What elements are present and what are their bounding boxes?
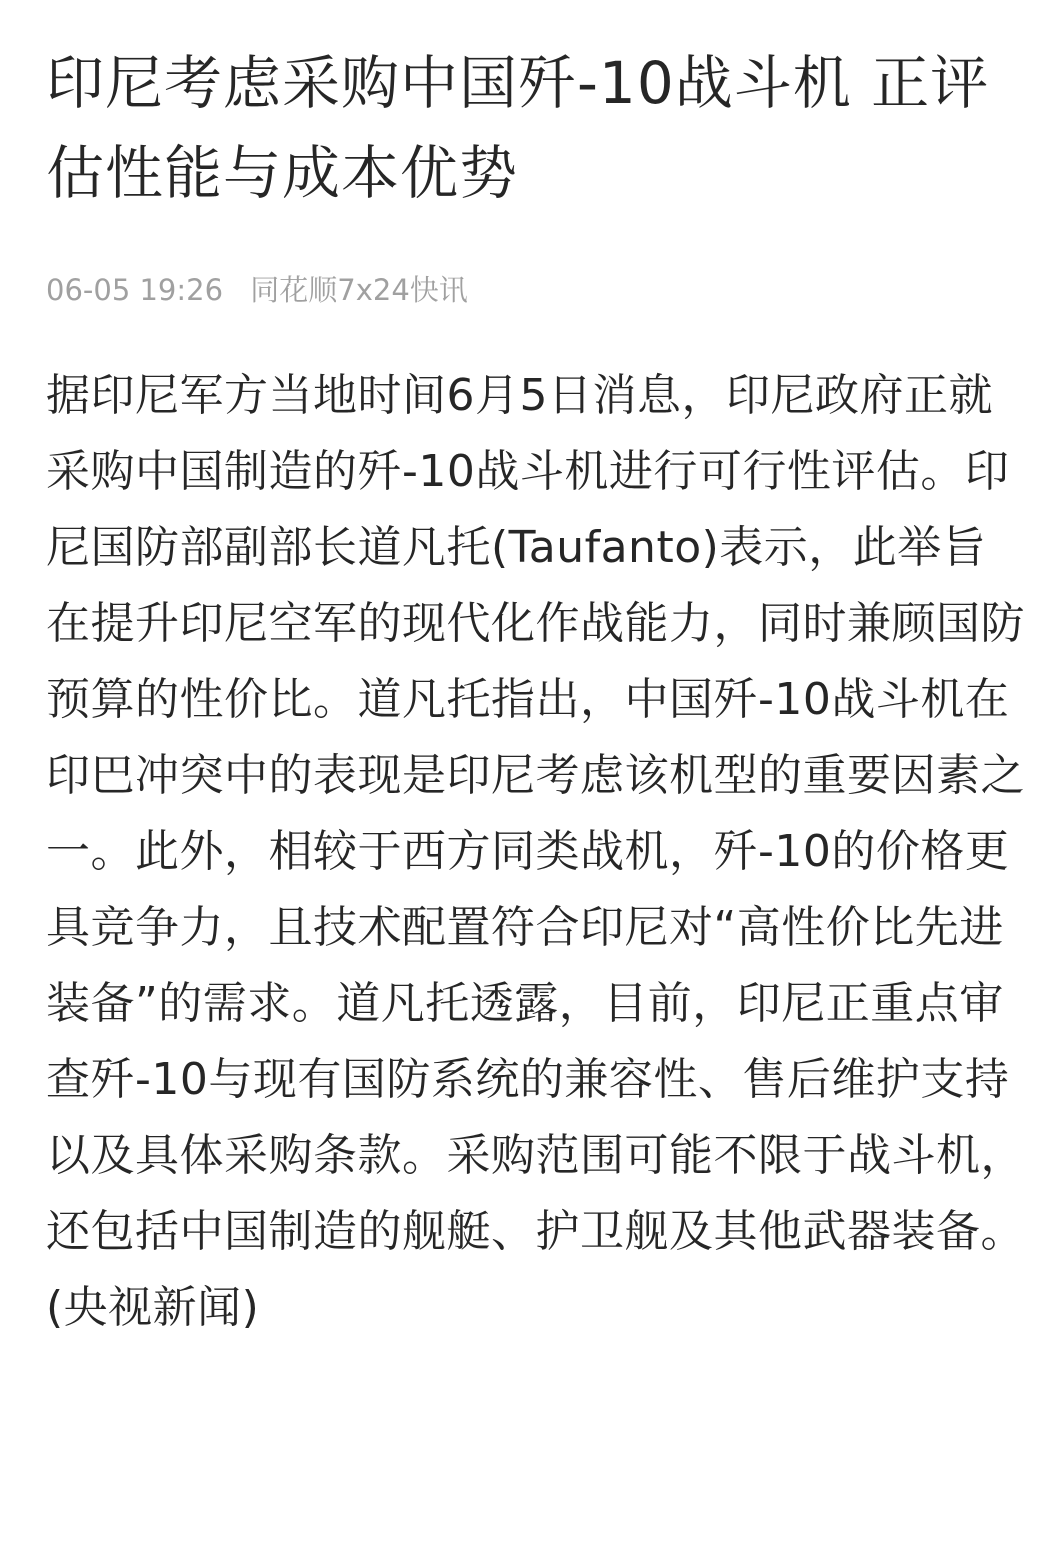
article bbox=[46, 38, 1026, 1346]
news-source[interactable]: 同花顺7x24快讯 bbox=[250, 273, 468, 307]
article-title: 印尼考虑采购中国歼-10战斗机 正评估性能与成本优势 bbox=[46, 49, 990, 207]
article-meta bbox=[46, 270, 1026, 310]
publish-time: 06-05 19:26 bbox=[46, 273, 224, 307]
article-body: 据印尼军方当地时间6月5日消息，印尼政府正就采购中国制造的歼-10战斗机进行可行性评估。印尼国防部副部长道凡托(Taufanto)表示，此举旨在提升印尼空军的现代化作战能力，同时兼顾国防预算的性价比。道凡托指出，中国歼-10战斗机在印巴冲突中的表现是印尼考虑该机型的重要因素之一。此外，相较于西方同类战机，歼-10的价格更具竞争力，且技术配置符合印尼对“高性价比先进装备”的需求。道凡托透露，目前，印尼正重点审查歼-10与现有国防系统的兼容性、售后维护支持以及具体采购条款。采购范围可能不限于战斗机，还包括中国制造的舰艇、护卫舰及其他武器装备。(央视新闻) bbox=[46, 370, 1025, 1333]
